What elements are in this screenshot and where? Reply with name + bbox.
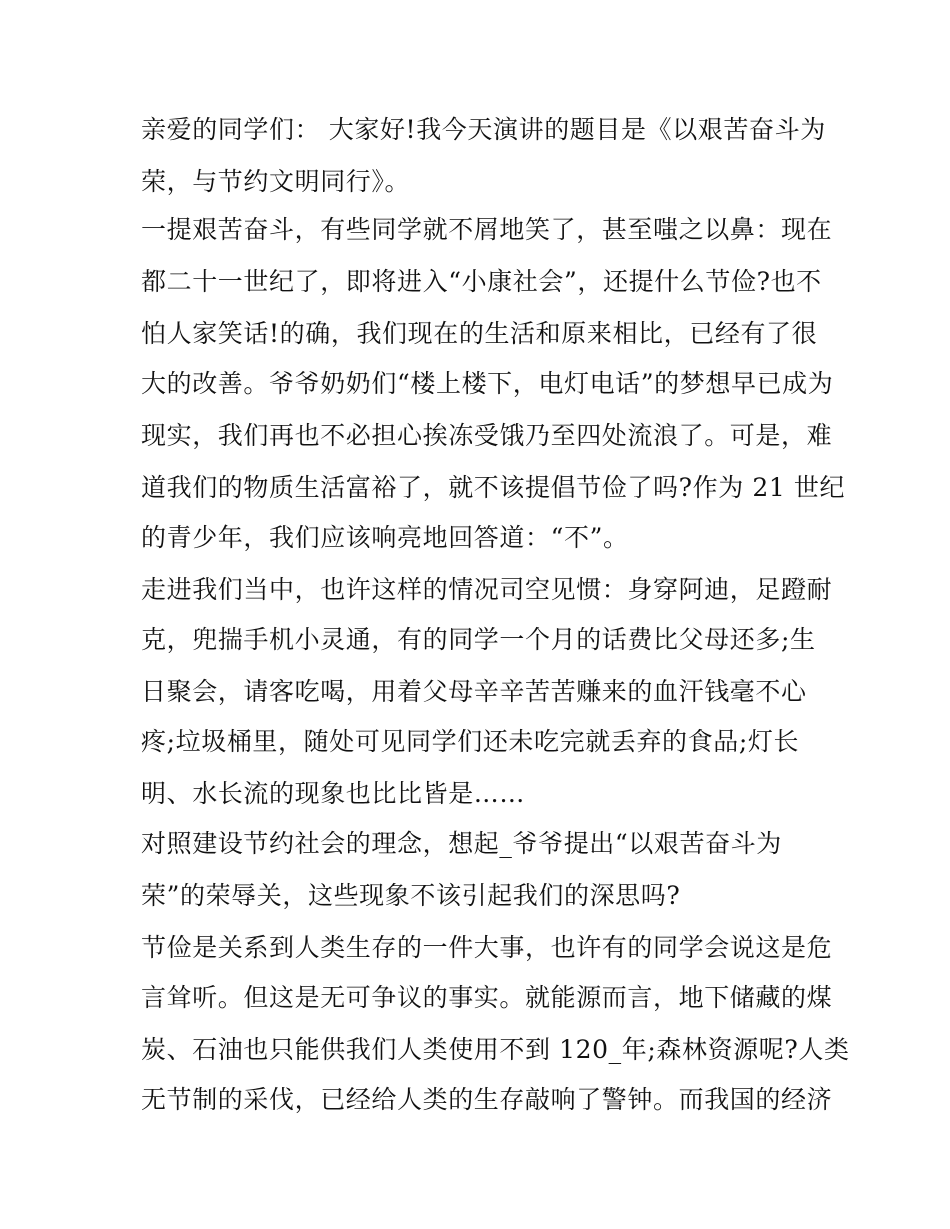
text-line: 言耸听。但这是无可争议的事实。就能源而言，地下储藏的煤: [141, 983, 833, 1012]
text-line: 走进我们当中，也许这样的情况司空见惯：身穿阿迪，足蹬耐: [141, 575, 833, 604]
text-line: 节俭是关系到人类生存的一件大事，也许有的同学会说这是危: [141, 933, 833, 962]
text-line: 亲爱的同学们： 大家好!我今天演讲的题目是《以艰苦奋斗为: [141, 115, 826, 144]
text-line: 荣，与节约文明同行》。: [141, 167, 411, 196]
text-line: 现实，我们再也不必担心挨冻受饿乃至四处流浪了。可是，难: [141, 421, 833, 450]
text-line: 怕人家笑话!的确，我们现在的生活和原来相比，已经有了很: [141, 319, 818, 348]
text-line: 荣”的荣辱关，这些现象不该引起我们的深思吗?: [141, 881, 681, 910]
text-line: 克，兜揣手机小灵通，有的同学一个月的话费比父母还多;生: [141, 625, 816, 654]
text-line: 日聚会，请客吃喝，用着父母辛辛苦苦赚来的血汗钱毫不心: [141, 677, 807, 706]
text-line: 疼;垃圾桶里，随处可见同学们还未吃完就丢弃的食品;灯长: [141, 727, 800, 756]
text-line: 都二十一世纪了，即将进入“小康社会”，还提什么节俭?也不: [141, 267, 822, 296]
text-line: 炭、石油也只能供我们人类使用不到 120_年;森林资源呢?人类: [141, 1035, 850, 1064]
text-line: 明、水长流的现象也比比皆是……: [141, 779, 526, 808]
text-line: 道我们的物质生活富裕了，就不该提倡节俭了吗?作为 21 世纪: [141, 473, 846, 502]
text-line: 的青少年，我们应该响亮地回答道：“不”。: [141, 523, 629, 552]
text-line: 对照建设节约社会的理念，想起_爷爷提出“以艰苦奋斗为: [141, 829, 782, 858]
text-line: 无节制的采伐，已经给人类的生存敲响了警钟。而我国的经济: [141, 1085, 833, 1114]
text-line: 大的改善。爷爷奶奶们“楼上楼下，电灯电话”的梦想早已成为: [141, 369, 834, 398]
text-line: 一提艰苦奋斗，有些同学就不屑地笑了，甚至嗤之以鼻：现在: [141, 215, 833, 244]
